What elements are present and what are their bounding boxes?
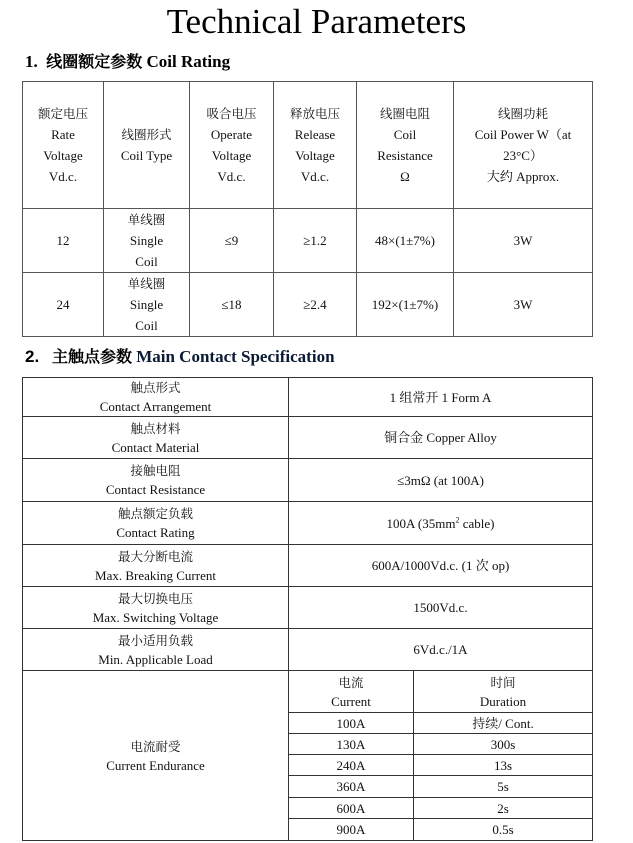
section-title-en: Coil Rating xyxy=(146,52,231,71)
section-heading-main-contact xyxy=(25,346,335,368)
header-current: 电流 Current xyxy=(289,671,414,713)
cell-rate-voltage: 24 xyxy=(23,273,104,337)
table-row xyxy=(23,209,593,273)
header-operate-voltage: 吸合电压 Operate Voltage Vd.c. xyxy=(190,82,274,209)
endurance-header-row xyxy=(23,671,593,713)
table-row xyxy=(23,545,593,587)
table-row xyxy=(23,502,593,545)
table-row xyxy=(23,273,593,337)
section-title-en: Main Contact Specification xyxy=(136,347,335,366)
cell-value: 1500Vd.c. xyxy=(289,587,593,629)
cell-operate-voltage: ≤9 xyxy=(190,209,274,273)
cell-duration: 13s xyxy=(414,755,593,776)
header-rate-voltage: 额定电压 Rate Voltage Vd.c. xyxy=(23,82,104,209)
cell-coil-resistance: 48×(1±7%) xyxy=(357,209,454,273)
cell-coil-type: 单线圈 Single Coil xyxy=(104,273,190,337)
cell-label: 最小适用负载 Min. Applicable Load xyxy=(23,629,289,671)
main-contact-table xyxy=(22,377,593,841)
section-title-zh: 线圈额定参数 xyxy=(46,52,143,71)
cell-value: 6Vd.c./1A xyxy=(289,629,593,671)
page-title: Technical Parameters xyxy=(166,2,467,41)
cell-coil-resistance: 192×(1±7%) xyxy=(357,273,454,337)
cell-current: 900A xyxy=(289,819,414,841)
header-coil-resistance: 线圈电阻 Coil Resistance Ω xyxy=(357,82,454,209)
cell-label: 触点形式 Contact Arrangement xyxy=(23,378,289,417)
table-row xyxy=(23,459,593,502)
cell-release-voltage: ≥1.2 xyxy=(274,209,357,273)
cell-duration: 300s xyxy=(414,734,593,755)
cell-coil-power: 3W xyxy=(454,273,593,337)
cell-duration: 2s xyxy=(414,798,593,819)
table-header-row xyxy=(23,82,593,209)
table-row xyxy=(23,378,593,417)
cell-coil-type: 单线圈 Single Coil xyxy=(104,209,190,273)
cell-current: 130A xyxy=(289,734,414,755)
cell-label: 触点额定负载 Contact Rating xyxy=(23,502,289,545)
cell-operate-voltage: ≤18 xyxy=(190,273,274,337)
table-row xyxy=(23,587,593,629)
section-title-zh: 主触点参数 xyxy=(51,347,132,366)
cell-label: 最大切换电压 Max. Switching Voltage xyxy=(23,587,289,629)
coil-rating-table xyxy=(22,81,593,337)
cell-label: 触点材料 Contact Material xyxy=(23,417,289,459)
table-row xyxy=(23,417,593,459)
cell-label: 最大分断电流 Max. Breaking Current xyxy=(23,545,289,587)
cell-current: 100A xyxy=(289,713,414,734)
cell-duration: 0.5s xyxy=(414,819,593,841)
cell-current: 240A xyxy=(289,755,414,776)
cell-coil-power: 3W xyxy=(454,209,593,273)
cell-current: 360A xyxy=(289,776,414,798)
section-number: 1. xyxy=(25,52,38,71)
cell-duration: 持续/ Cont. xyxy=(414,713,593,734)
cell-duration: 5s xyxy=(414,776,593,798)
section-number: 2. xyxy=(25,347,40,366)
cell-value: 600A/1000Vd.c. (1 次 op) xyxy=(289,545,593,587)
header-release-voltage: 释放电压 Release Voltage Vd.c. xyxy=(274,82,357,209)
header-coil-power: 线圈功耗 Coil Power W（at 23°C） 大约 Approx. xyxy=(454,82,593,209)
cell-rate-voltage: 12 xyxy=(23,209,104,273)
header-coil-type: 线圈形式 Coil Type xyxy=(104,82,190,209)
cell-value: 1 组常开 1 Form A xyxy=(289,378,593,417)
cell-current-endurance-label: 电流耐受 Current Endurance xyxy=(23,671,289,841)
cell-current: 600A xyxy=(289,798,414,819)
cell-release-voltage: ≥2.4 xyxy=(274,273,357,337)
cell-value: 100A ($35mm^2$ cable) xyxy=(289,502,593,545)
header-duration: 时间 Duration xyxy=(414,671,593,713)
cell-value: 铜合金 Copper Alloy xyxy=(289,417,593,459)
cell-value: ≤3mΩ (at 100A) xyxy=(289,459,593,502)
section-heading-coil-rating xyxy=(25,51,230,73)
cell-label: 接触电阻 Contact Resistance xyxy=(23,459,289,502)
table-row xyxy=(23,629,593,671)
